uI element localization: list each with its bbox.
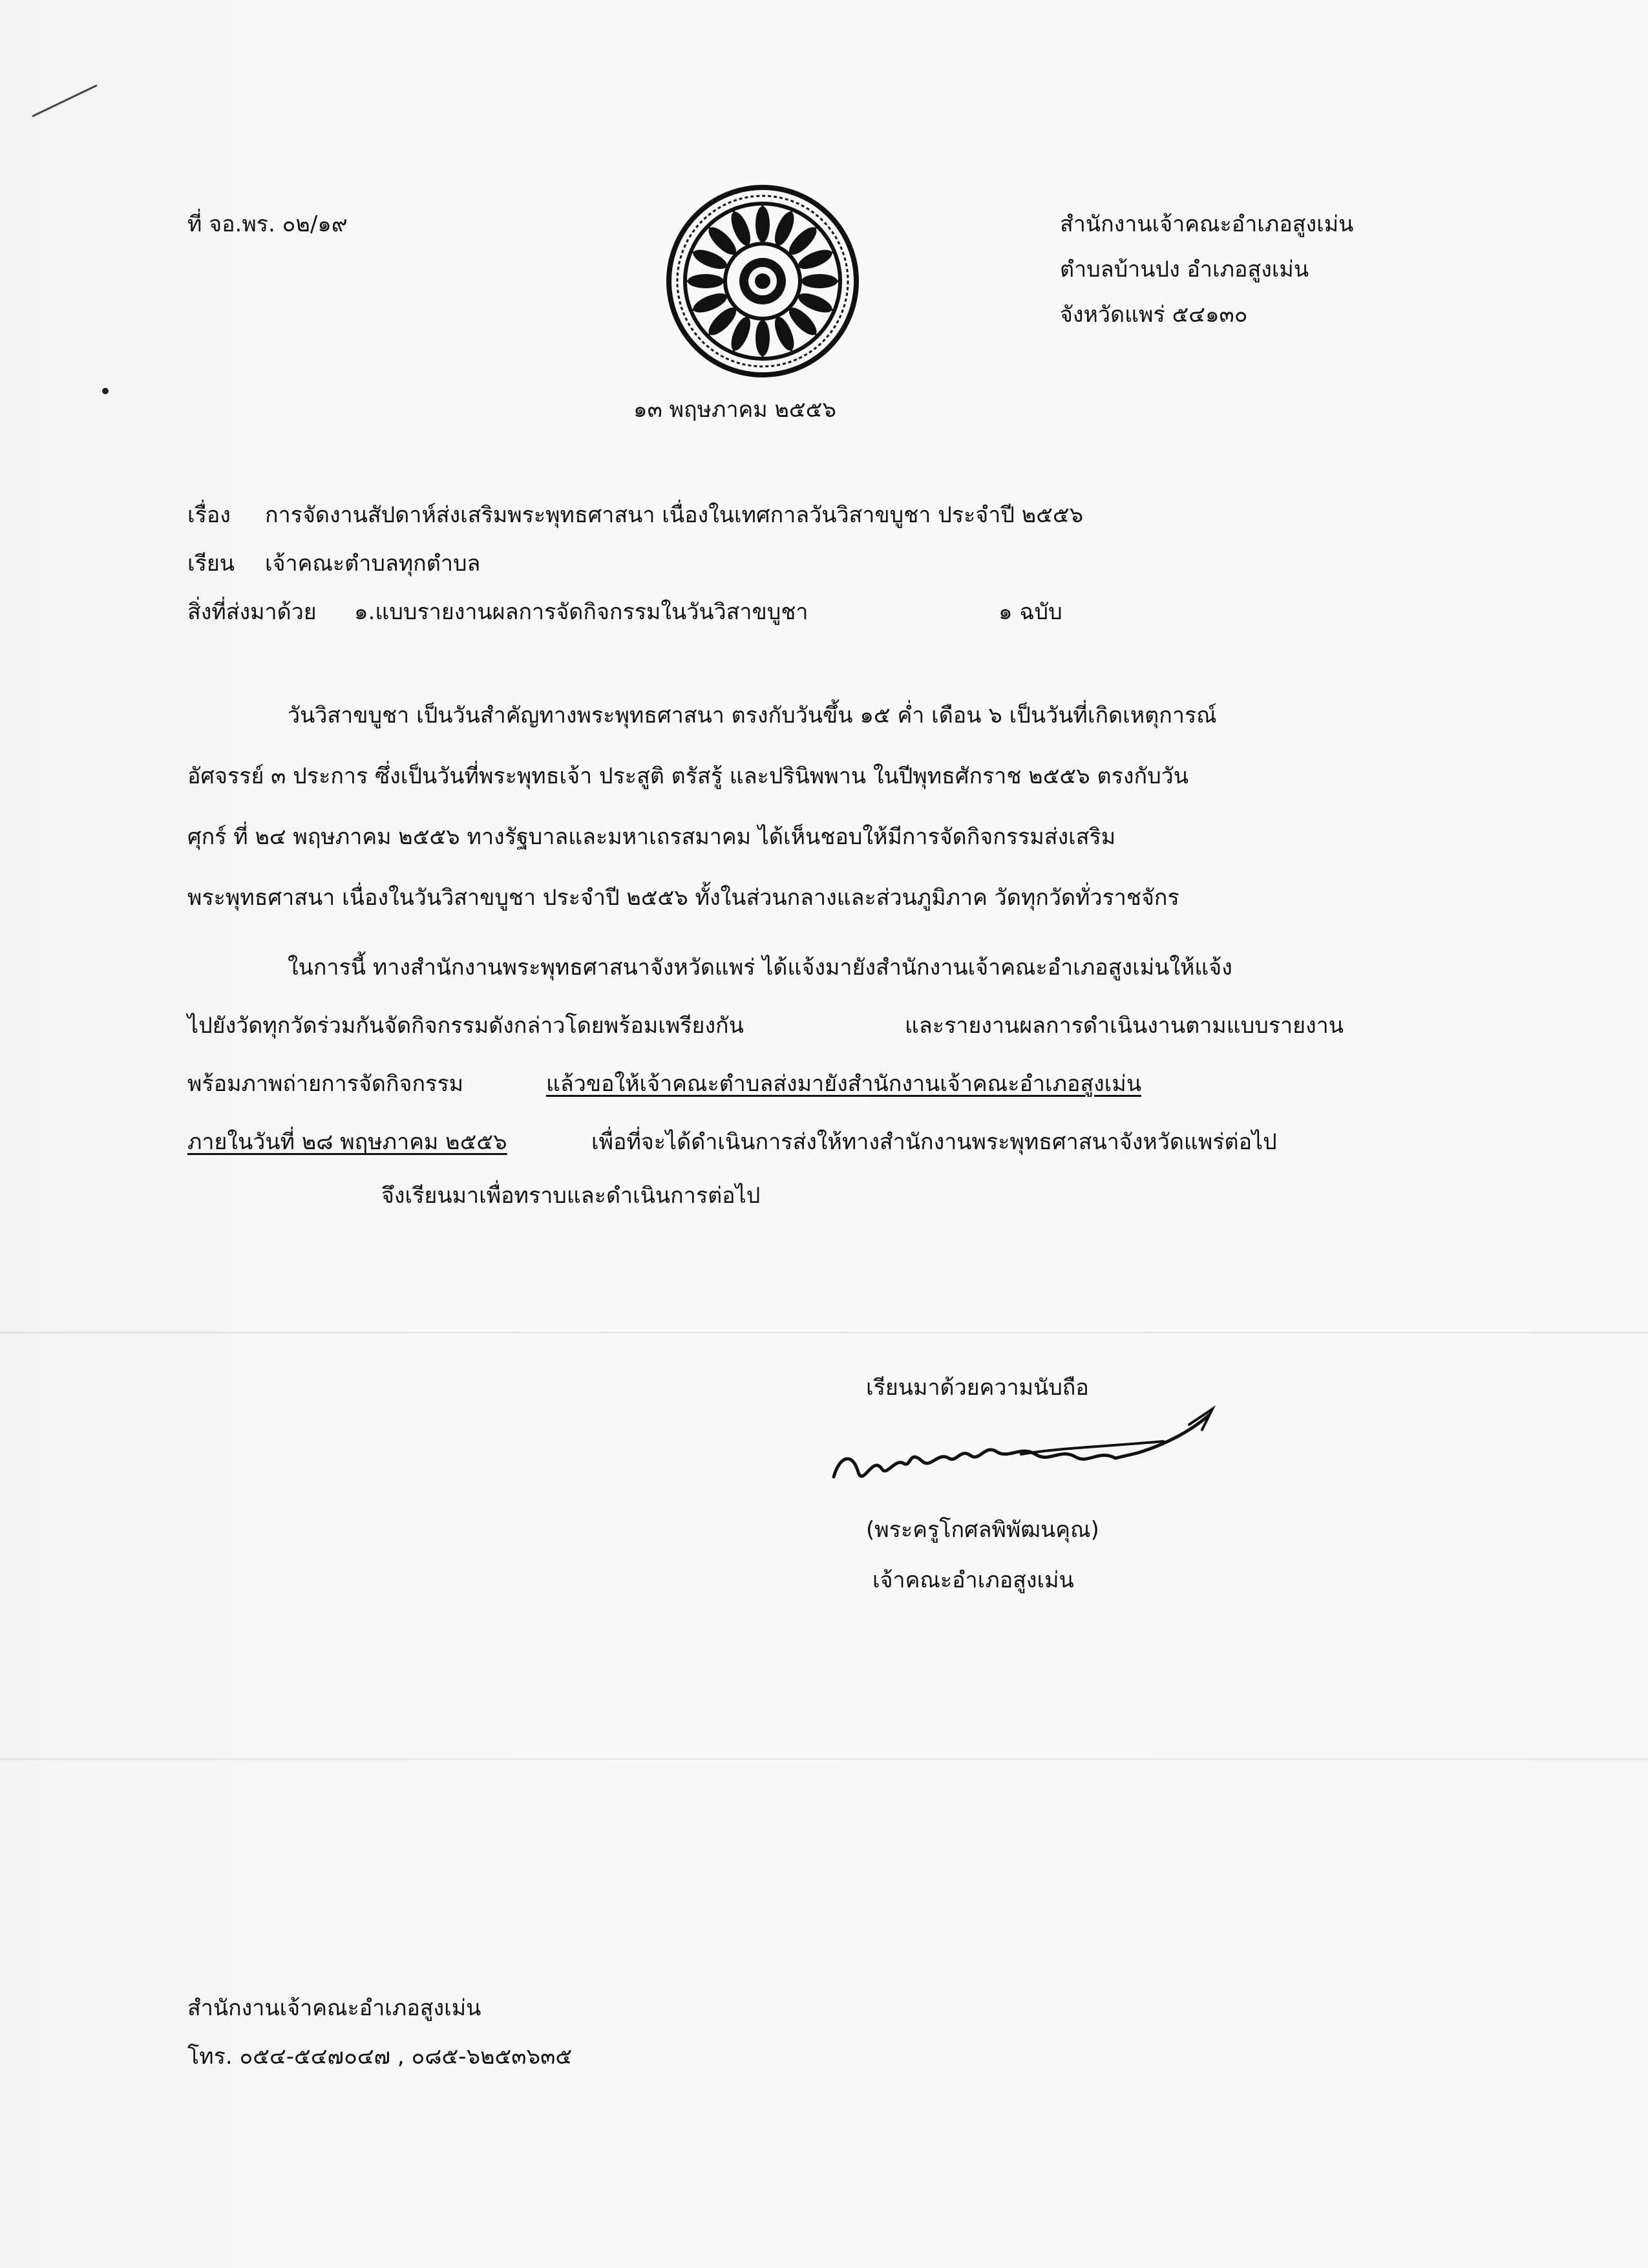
salutation-text: เจ้าคณะตำบลทุกตำบล (265, 551, 481, 577)
office-address-line-2: ตำบลบ้านปง อำเภอสูงเม่น (1060, 257, 1309, 282)
reference-number: ที่ จอ.พร. ๐๒/๑๙ (187, 211, 348, 237)
dharma-wheel-seal-icon (666, 184, 860, 378)
subject-label: เรื่อง (187, 502, 231, 528)
body-paragraph-2-line-2b: และรายงานผลการดำเนินงานตามแบบรายงาน (905, 1013, 1344, 1039)
complimentary-close: เรียนมาด้วยความนับถือ (866, 1375, 1089, 1401)
ink-dot (102, 388, 109, 394)
office-address-line-1: สำนักงานเจ้าคณะอำเภอสูงเม่น (1060, 211, 1354, 237)
footer-phone: โทร. ๐๕๔-๕๔๗๐๔๗ , ๐๘๕-๖๒๕๓๖๓๕ (187, 2044, 573, 2070)
body-paragraph-1-line-3: ศุกร์ ที่ ๒๔ พฤษภาคม ๒๕๕๖ ทางรัฐบาลและมหาเถรสมาคม ได้เห็นชอบให้มีการจัดกิจกรรมส่งเสริม (187, 824, 1116, 850)
body-paragraph-1-line-4: พระพุทธศาสนา เนื่องในวันวิสาขบูชา ประจำปี ๒๕๕๖ ทั้งในส่วนกลางและส่วนภูมิภาค วัดทุกวัดทั่วราชจักร (187, 885, 1179, 911)
handwritten-signature (827, 1396, 1228, 1512)
underlined-deadline: ภายในวันที่ ๒๘ พฤษภาคม ๒๕๕๖ (187, 1129, 507, 1155)
body-paragraph-1-line-2: อัศจรรย์ ๓ ประการ ซึ่งเป็นวันที่พระพุทธเจ้า ประสูติ ตรัสรู้ และปรินิพพาน ในปีพุทธศักราช ๒๕๕๖ ตรงกับวัน (187, 763, 1188, 789)
body-paragraph-1-line-1: วันวิสาขบูชา เป็นวันสำคัญทางพระพุทธศาสนา ตรงกับวันขึ้น ๑๕ ค่ำ เดือน ๖ เป็นวันที่เกิดเหตุการณ์ (288, 703, 1217, 728)
signatory-position: เจ้าคณะอำเภอสูงเม่น (872, 1567, 1074, 1593)
enclosure-item: ๑.แบบรายงานผลการจัดกิจกรรมในวันวิสาขบูชา (354, 599, 808, 625)
signatory-name: (พระครูโกศลพิพัฒนคุณ) (866, 1517, 1099, 1543)
footer-office: สำนักงานเจ้าคณะอำเภอสูงเม่น (187, 1995, 481, 2021)
fold-line (0, 1331, 1648, 1333)
body-paragraph-2-line-3a: พร้อมภาพถ่ายการจัดกิจกรรม (187, 1071, 463, 1097)
body-paragraph-2-line-2a: ไปยังวัดทุกวัดร่วมกันจัดกิจกรรมดังกล่าวโดยพร้อมเพรียงกัน (187, 1013, 744, 1039)
office-address-line-3: จังหวัดแพร่ ๕๔๑๓๐ (1060, 302, 1248, 328)
subject-text: การจัดงานสัปดาห์ส่งเสริมพระพุทธศาสนา เนื่องในเทศกาลวันวิสาขบูชา ประจำปี ๒๕๕๖ (265, 502, 1084, 528)
fold-line (0, 1758, 1648, 1760)
salutation-label: เรียน (187, 551, 235, 577)
enclosure-count: ๑ ฉบับ (998, 599, 1062, 625)
body-paragraph-2-line-4b: เพื่อที่จะได้ดำเนินการส่งให้ทางสำนักงานพระพุทธศาสนาจังหวัดแพร่ต่อไป (591, 1129, 1277, 1155)
letter-date: ๑๓ พฤษภาคม ๒๕๕๖ (633, 397, 836, 423)
closing-request: จึงเรียนมาเพื่อทราบและดำเนินการต่อไป (381, 1183, 761, 1209)
underlined-instruction: แล้วขอให้เจ้าคณะตำบลส่งมายังสำนักงานเจ้าคณะอำเภอสูงเม่น (546, 1071, 1142, 1097)
body-paragraph-2-line-1: ในการนี้ ทางสำนักงานพระพุทธศาสนาจังหวัดแพร่ ได้แจ้งมายังสำนักงานเจ้าคณะอำเภอสูงเม่นให้แจ้ง (288, 955, 1232, 980)
enclosure-label: สิ่งที่ส่งมาด้วย (187, 599, 317, 625)
pen-mark (26, 78, 103, 123)
